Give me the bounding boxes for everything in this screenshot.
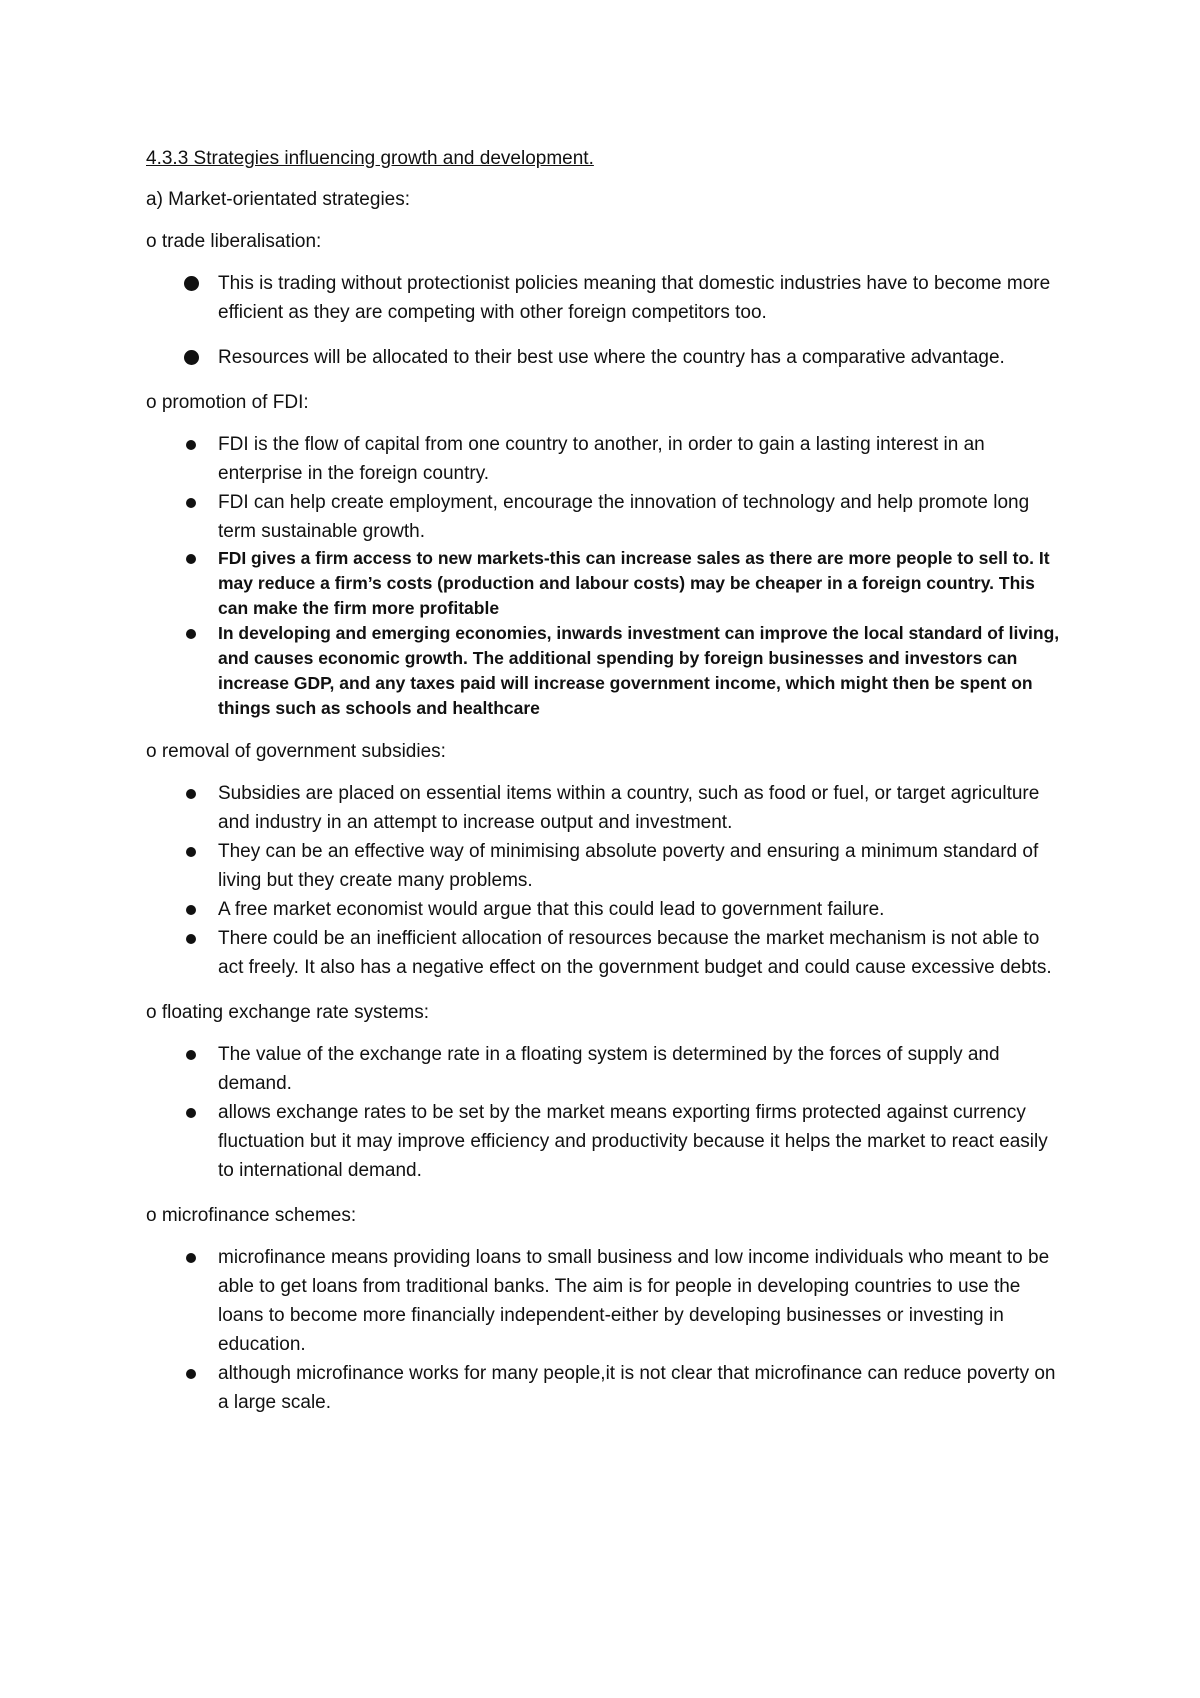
- bullet-icon: [186, 1253, 196, 1263]
- list-item: [146, 895, 1066, 924]
- list-item-text: They can be an effective way of minimising absolute poverty and ensuring a minimum standard of living but they create many problems.: [218, 841, 1039, 891]
- list-item-text: This is trading without protectionist policies meaning that domestic industries have to become more efficient as they are competing with other foreign competitors too.: [218, 273, 1051, 323]
- bullet-list-trade-liberalisation: [146, 269, 1066, 372]
- list-item: [146, 430, 1066, 488]
- list-item-text: FDI is the flow of capital from one country to another, in order to gain a lasting interest in an enterprise in the foreign country.: [218, 434, 985, 484]
- section-title-floating-exchange-rate: o floating exchange rate systems:: [146, 1002, 430, 1023]
- bullet-icon: [184, 276, 199, 291]
- list-item: [146, 488, 1066, 546]
- bullet-icon: [186, 847, 196, 857]
- section-title-removal-of-subsidies: o removal of government subsidies:: [146, 741, 446, 762]
- section-heading: 4.3.3 Strategies influencing growth and development.: [146, 148, 594, 169]
- bullet-icon: [186, 440, 196, 450]
- bullet-icon: [186, 1050, 196, 1060]
- bullet-icon: [186, 905, 196, 915]
- bullet-icon: [186, 554, 196, 564]
- bullet-icon: [186, 498, 196, 508]
- section-title-promotion-of-fdi: o promotion of FDI:: [146, 392, 309, 413]
- list-item: [146, 1243, 1066, 1359]
- document-content: [146, 146, 1066, 1435]
- list-item-text: microfinance means providing loans to small business and low income individuals who meant to be able to get loans from traditional banks. The aim is for people in developing countries to use the loans to become more financially independent-either by developing businesses or investing in education.: [218, 1247, 1050, 1355]
- list-item-text: The value of the exchange rate in a floating system is determined by the forces of supply and demand.: [218, 1044, 1000, 1094]
- bullet-list-microfinance-schemes: [146, 1243, 1066, 1417]
- list-item: [146, 1098, 1066, 1185]
- list-item: [146, 1040, 1066, 1098]
- list-item: [146, 269, 1066, 327]
- list-item: [146, 779, 1066, 837]
- list-item-text: In developing and emerging economies, inwards investment can improve the local standard of living, and causes economic growth. The additional spending by foreign businesses and investors can increase GDP, and any taxes paid will increase government income, which might then be spent on things such as schools and healthcare: [218, 623, 1060, 718]
- bullet-list-floating-exchange-rate: [146, 1040, 1066, 1185]
- list-item-text: FDI can help create employment, encourage the innovation of technology and help promote long term sustainable growth.: [218, 492, 1030, 542]
- section-title-microfinance-schemes: o microfinance schemes:: [146, 1205, 357, 1226]
- list-item-text: although microfinance works for many people,it is not clear that microfinance can reduce poverty on a large scale.: [218, 1363, 1056, 1413]
- bullet-icon: [186, 1369, 196, 1379]
- list-item-text: allows exchange rates to be set by the market means exporting firms protected against currency fluctuation but it may improve efficiency and productivity because it helps the market to react easily to international demand.: [218, 1102, 1048, 1181]
- list-item-text: Resources will be allocated to their best use where the country has a comparative advantage.: [218, 347, 1005, 368]
- list-item: [146, 343, 1066, 372]
- section-title-trade-liberalisation: o trade liberalisation:: [146, 231, 322, 252]
- list-item: [146, 1359, 1066, 1417]
- list-item-text: FDI gives a firm access to new markets-this can increase sales as there are more people to sell to. It may reduce a firm’s costs (production and labour costs) may be cheaper in a foreign country. This can make the firm more profitable: [218, 548, 1050, 618]
- list-item-text: Subsidies are placed on essential items within a country, such as food or fuel, or target agriculture and industry in an attempt to increase output and investment.: [218, 783, 1040, 833]
- list-item: [146, 546, 1066, 621]
- list-item: [146, 924, 1066, 982]
- bullet-list-removal-of-subsidies: [146, 779, 1066, 982]
- list-item-text: A free market economist would argue that this could lead to government failure.: [218, 899, 885, 920]
- list-item: [146, 837, 1066, 895]
- list-item-text: There could be an inefficient allocation of resources because the market mechanism is not able to act freely. It also has a negative effect on the government budget and could cause excessive debts.: [218, 928, 1052, 978]
- bullet-icon: [186, 629, 196, 639]
- bullet-list-promotion-of-fdi: [146, 430, 1066, 721]
- bullet-icon: [184, 350, 199, 365]
- list-item: [146, 621, 1066, 721]
- bullet-icon: [186, 934, 196, 944]
- subheading: a) Market-orientated strategies:: [146, 189, 411, 210]
- bullet-icon: [186, 1108, 196, 1118]
- bullet-icon: [186, 789, 196, 799]
